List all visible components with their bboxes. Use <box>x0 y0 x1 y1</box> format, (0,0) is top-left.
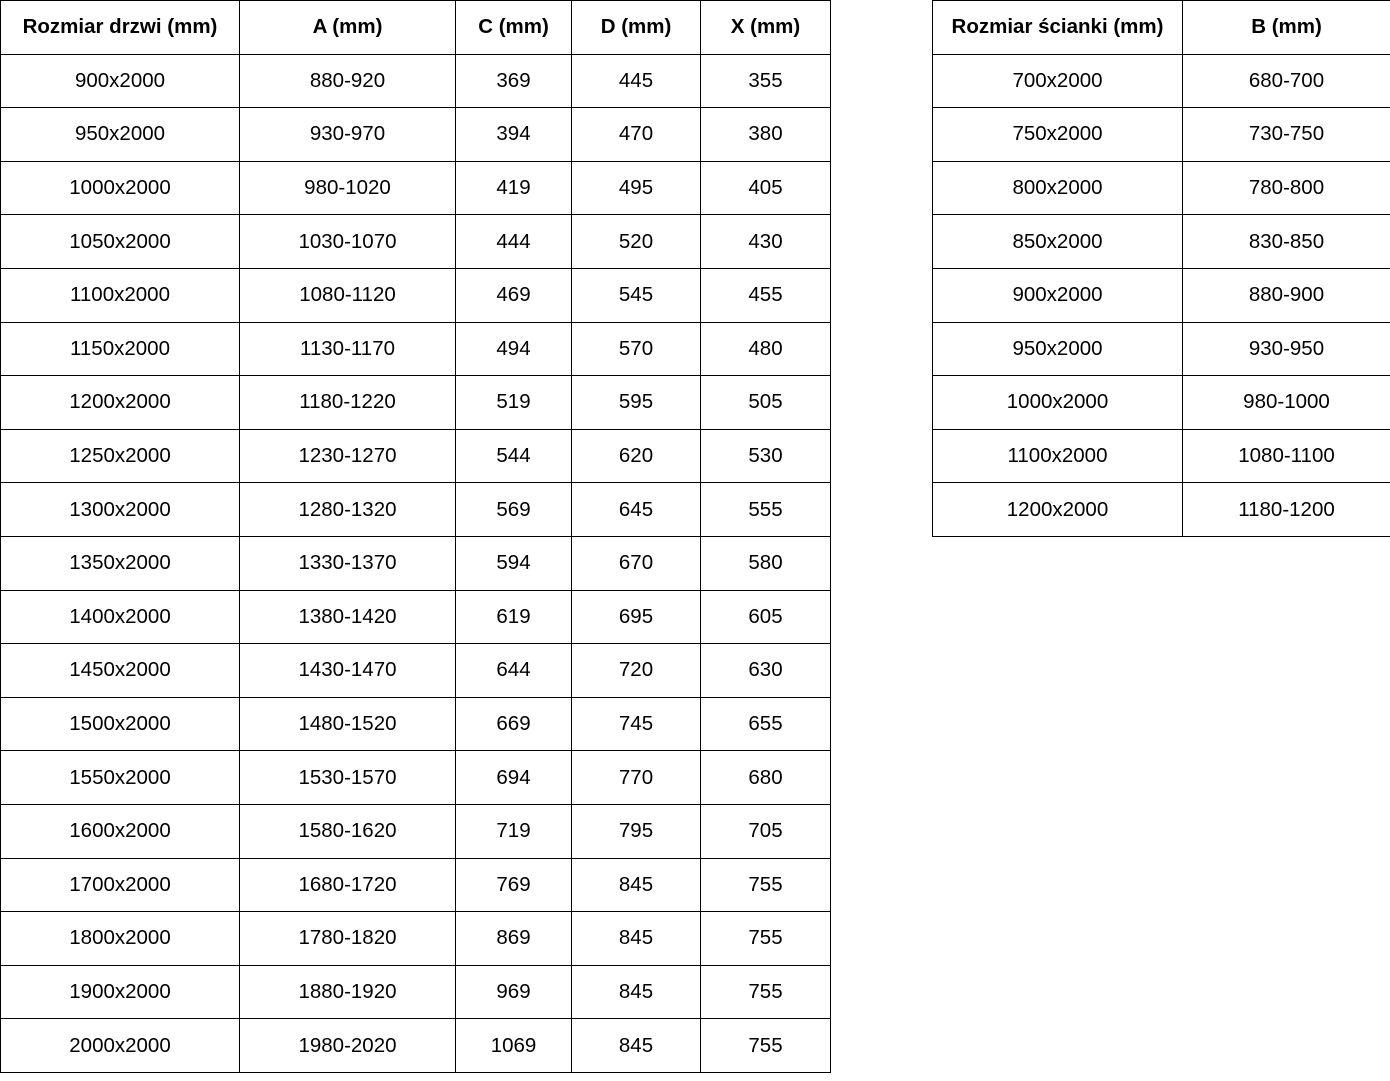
cell-c: 569 <box>456 483 572 537</box>
cell-wall-size: 800x2000 <box>933 161 1183 215</box>
cell-c: 694 <box>456 751 572 805</box>
cell-door-size: 1900x2000 <box>1 965 240 1019</box>
cell-d: 570 <box>572 322 701 376</box>
cell-b: 930-950 <box>1183 322 1390 376</box>
cell-wall-size: 1200x2000 <box>933 483 1183 537</box>
cell-b: 980-1000 <box>1183 376 1390 430</box>
cell-door-size: 1800x2000 <box>1 912 240 966</box>
table-row <box>933 108 1390 162</box>
cell-b: 780-800 <box>1183 161 1390 215</box>
cell-door-size: 900x2000 <box>1 54 240 108</box>
column-header-c: C (mm) <box>456 1 572 55</box>
cell-c: 1069 <box>456 1019 572 1073</box>
cell-c: 969 <box>456 965 572 1019</box>
table-row <box>1 804 831 858</box>
cell-a: 1680-1720 <box>240 858 456 912</box>
cell-d: 545 <box>572 268 701 322</box>
table-row <box>933 161 1390 215</box>
cell-door-size: 1050x2000 <box>1 215 240 269</box>
cell-b: 1080-1100 <box>1183 429 1390 483</box>
cell-a: 1180-1220 <box>240 376 456 430</box>
cell-door-size: 1500x2000 <box>1 697 240 751</box>
column-header-x: X (mm) <box>701 1 831 55</box>
cell-a: 1380-1420 <box>240 590 456 644</box>
table-header-row <box>933 1 1390 55</box>
cell-a: 1880-1920 <box>240 965 456 1019</box>
cell-c: 369 <box>456 54 572 108</box>
cell-b: 830-850 <box>1183 215 1390 269</box>
cell-door-size: 1350x2000 <box>1 536 240 590</box>
cell-door-size: 1600x2000 <box>1 804 240 858</box>
table-row <box>1 268 831 322</box>
cell-x: 580 <box>701 536 831 590</box>
cell-x: 705 <box>701 804 831 858</box>
table-row <box>1 1019 831 1073</box>
table-row <box>1 54 831 108</box>
cell-d: 845 <box>572 1019 701 1073</box>
cell-wall-size: 850x2000 <box>933 215 1183 269</box>
cell-x: 505 <box>701 376 831 430</box>
cell-d: 845 <box>572 858 701 912</box>
table-row <box>1 108 831 162</box>
cell-x: 605 <box>701 590 831 644</box>
cell-x: 530 <box>701 429 831 483</box>
cell-d: 695 <box>572 590 701 644</box>
cell-c: 619 <box>456 590 572 644</box>
cell-a: 1580-1620 <box>240 804 456 858</box>
cell-b: 730-750 <box>1183 108 1390 162</box>
table-row <box>933 215 1390 269</box>
table-row <box>1 536 831 590</box>
table-row <box>1 161 831 215</box>
table-row <box>933 429 1390 483</box>
doors-table-header <box>1 1 831 55</box>
cell-c: 669 <box>456 697 572 751</box>
cell-door-size: 1100x2000 <box>1 268 240 322</box>
table-row <box>1 644 831 698</box>
cell-x: 755 <box>701 965 831 1019</box>
cell-wall-size: 950x2000 <box>933 322 1183 376</box>
cell-x: 755 <box>701 858 831 912</box>
cell-door-size: 1300x2000 <box>1 483 240 537</box>
cell-a: 1480-1520 <box>240 697 456 751</box>
cell-a: 930-970 <box>240 108 456 162</box>
cell-c: 644 <box>456 644 572 698</box>
cell-a: 880-920 <box>240 54 456 108</box>
cell-x: 380 <box>701 108 831 162</box>
table-row <box>1 697 831 751</box>
cell-d: 470 <box>572 108 701 162</box>
column-header-a: A (mm) <box>240 1 456 55</box>
cell-door-size: 1000x2000 <box>1 161 240 215</box>
cell-c: 519 <box>456 376 572 430</box>
table-row <box>933 322 1390 376</box>
table-row <box>1 751 831 805</box>
cell-x: 430 <box>701 215 831 269</box>
cell-c: 444 <box>456 215 572 269</box>
column-header-wall-size: Rozmiar ścianki (mm) <box>933 1 1183 55</box>
cell-wall-size: 1100x2000 <box>933 429 1183 483</box>
cell-c: 394 <box>456 108 572 162</box>
wall-dimensions-table <box>932 0 1390 537</box>
table-row <box>933 268 1390 322</box>
cell-c: 544 <box>456 429 572 483</box>
cell-door-size: 950x2000 <box>1 108 240 162</box>
table-row <box>933 483 1390 537</box>
table-row <box>1 590 831 644</box>
cell-a: 1130-1170 <box>240 322 456 376</box>
cell-d: 445 <box>572 54 701 108</box>
cell-x: 355 <box>701 54 831 108</box>
table-row <box>1 858 831 912</box>
cell-a: 1430-1470 <box>240 644 456 698</box>
cell-c: 719 <box>456 804 572 858</box>
cell-a: 1030-1070 <box>240 215 456 269</box>
cell-door-size: 1450x2000 <box>1 644 240 698</box>
cell-x: 755 <box>701 912 831 966</box>
table-row <box>1 912 831 966</box>
cell-door-size: 1250x2000 <box>1 429 240 483</box>
table-row <box>1 965 831 1019</box>
cell-a: 1080-1120 <box>240 268 456 322</box>
cell-wall-size: 900x2000 <box>933 268 1183 322</box>
column-header-b: B (mm) <box>1183 1 1390 55</box>
cell-wall-size: 1000x2000 <box>933 376 1183 430</box>
table-row <box>1 322 831 376</box>
cell-c: 494 <box>456 322 572 376</box>
column-header-d: D (mm) <box>572 1 701 55</box>
table-row <box>1 429 831 483</box>
cell-wall-size: 700x2000 <box>933 54 1183 108</box>
cell-door-size: 2000x2000 <box>1 1019 240 1073</box>
cell-a: 1280-1320 <box>240 483 456 537</box>
cell-x: 630 <box>701 644 831 698</box>
cell-d: 520 <box>572 215 701 269</box>
cell-d: 595 <box>572 376 701 430</box>
table-row <box>933 376 1390 430</box>
doors-table-body <box>1 54 831 1072</box>
cell-x: 480 <box>701 322 831 376</box>
cell-door-size: 1400x2000 <box>1 590 240 644</box>
cell-x: 555 <box>701 483 831 537</box>
cell-a: 1530-1570 <box>240 751 456 805</box>
cell-wall-size: 750x2000 <box>933 108 1183 162</box>
cell-d: 845 <box>572 965 701 1019</box>
cell-a: 1330-1370 <box>240 536 456 590</box>
cell-a: 980-1020 <box>240 161 456 215</box>
column-header-door-size: Rozmiar drzwi (mm) <box>1 1 240 55</box>
cell-c: 594 <box>456 536 572 590</box>
cell-x: 680 <box>701 751 831 805</box>
cell-b: 1180-1200 <box>1183 483 1390 537</box>
table-row <box>1 483 831 537</box>
cell-d: 845 <box>572 912 701 966</box>
cell-x: 655 <box>701 697 831 751</box>
cell-x: 455 <box>701 268 831 322</box>
cell-a: 1780-1820 <box>240 912 456 966</box>
cell-door-size: 1150x2000 <box>1 322 240 376</box>
cell-d: 795 <box>572 804 701 858</box>
cell-door-size: 1200x2000 <box>1 376 240 430</box>
table-header-row <box>1 1 831 55</box>
cell-x: 755 <box>701 1019 831 1073</box>
cell-c: 419 <box>456 161 572 215</box>
cell-d: 620 <box>572 429 701 483</box>
table-row <box>933 54 1390 108</box>
cell-d: 745 <box>572 697 701 751</box>
cell-c: 869 <box>456 912 572 966</box>
cell-a: 1980-2020 <box>240 1019 456 1073</box>
cell-door-size: 1700x2000 <box>1 858 240 912</box>
table-row <box>1 215 831 269</box>
cell-a: 1230-1270 <box>240 429 456 483</box>
cell-b: 680-700 <box>1183 54 1390 108</box>
cell-c: 769 <box>456 858 572 912</box>
cell-d: 495 <box>572 161 701 215</box>
cell-d: 645 <box>572 483 701 537</box>
table-row <box>1 376 831 430</box>
cell-c: 469 <box>456 268 572 322</box>
wall-table-body <box>933 54 1390 536</box>
wall-table-header <box>933 1 1390 55</box>
cell-x: 405 <box>701 161 831 215</box>
cell-b: 880-900 <box>1183 268 1390 322</box>
cell-d: 720 <box>572 644 701 698</box>
cell-d: 770 <box>572 751 701 805</box>
cell-d: 670 <box>572 536 701 590</box>
cell-door-size: 1550x2000 <box>1 751 240 805</box>
